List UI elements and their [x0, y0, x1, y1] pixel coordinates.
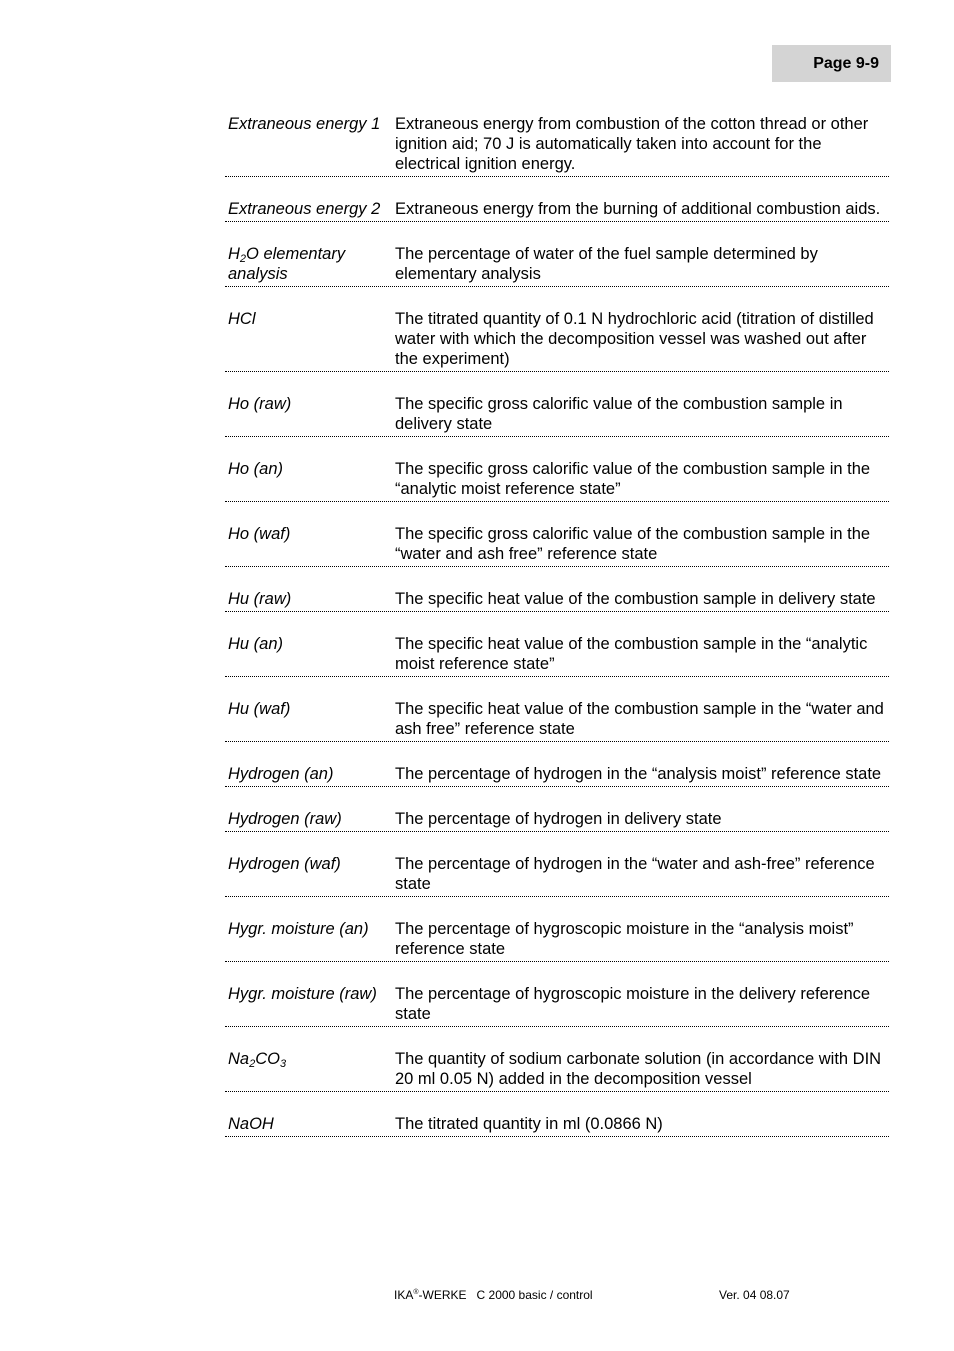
term-part: CO: [255, 1050, 280, 1068]
glossary-definition: The specific gross calorific value of the combustion sample in the “analytic moist reference state”: [395, 460, 871, 498]
glossary-row: [225, 524, 889, 567]
glossary-term: Ho (waf): [228, 525, 291, 543]
glossary-term: Hu (waf): [228, 700, 291, 718]
glossary-row: [225, 114, 889, 177]
glossary-row: [225, 984, 889, 1027]
glossary-definition: The specific gross calorific value of the combustion sample in delivery state: [395, 395, 843, 433]
glossary-definition: Extraneous energy from combustion of the cotton thread or other ignition aid; 70 J is automatically taken into account for the electrical ignition energy.: [395, 115, 869, 173]
glossary-row: [225, 764, 889, 787]
glossary-definition: The specific heat value of the combustion sample in the “water and ash free” reference state: [395, 700, 884, 738]
glossary-term: [225, 244, 395, 284]
glossary-row: [225, 244, 889, 287]
glossary-row: [225, 699, 889, 742]
glossary-term: NaOH: [228, 1115, 274, 1133]
glossary-definition: The specific heat value of the combustion sample in delivery state: [395, 590, 876, 608]
glossary-term: Extraneous energy 2: [228, 200, 381, 218]
glossary-term: Hu (an): [228, 635, 284, 653]
glossary-row: [225, 459, 889, 502]
glossary-term: Extraneous energy 1: [228, 115, 381, 133]
glossary-definition: The percentage of hydrogen in the “water and ash-free” reference state: [395, 855, 875, 893]
footer-brand-product: [394, 1288, 593, 1302]
glossary-row: [225, 1049, 889, 1092]
term-subscript: 2: [249, 1058, 256, 1070]
glossary-term: Ho (an): [228, 460, 284, 478]
glossary-definition: The titrated quantity in ml (0.0866 N): [395, 1115, 663, 1133]
glossary-term: Hygr. moisture (raw): [228, 985, 377, 1003]
glossary-term: Hydrogen (an): [228, 765, 334, 783]
term-part: O elementary analysis: [228, 245, 346, 283]
glossary-row: [225, 199, 889, 222]
glossary-row: [225, 809, 889, 832]
term-part: H: [228, 245, 240, 263]
footer-version: Ver. 04 08.07: [719, 1288, 790, 1302]
glossary-term: HCl: [228, 310, 256, 328]
glossary-row: [225, 589, 889, 612]
glossary-term: Hu (raw): [228, 590, 292, 608]
glossary-term: [225, 1049, 395, 1089]
page-number: Page 9-9: [813, 54, 879, 72]
glossary-definition: The percentage of hygroscopic moisture in the delivery reference state: [395, 985, 871, 1023]
glossary-row: [225, 394, 889, 437]
glossary-row: [225, 309, 889, 372]
glossary-row: [225, 1114, 889, 1137]
glossary-term: Hydrogen (raw): [228, 810, 342, 828]
footer-product: C 2000 basic / control: [476, 1288, 593, 1302]
page-number-badge: [772, 45, 891, 82]
glossary-definition: The titrated quantity of 0.1 N hydrochloric acid (titration of distilled water with which the decomposition vessel was washed out after the experiment): [395, 310, 874, 368]
footer-brand-suffix: -WERKE: [418, 1288, 467, 1302]
glossary-definition: The specific gross calorific value of the combustion sample in the “water and ash free” reference state: [395, 525, 871, 563]
glossary-term: Hygr. moisture (an): [228, 920, 369, 938]
term-subscript: 3: [279, 1058, 287, 1070]
footer-brand: IKA: [394, 1288, 414, 1302]
glossary-row: [225, 919, 889, 962]
glossary-definition: Extraneous energy from the burning of additional combustion aids.: [395, 200, 881, 218]
glossary-definition: The quantity of sodium carbonate solution (in accordance with DIN 20 ml 0.05 N) added in the decomposition vessel: [395, 1050, 882, 1088]
glossary-definition: The specific heat value of the combustion sample in the “analytic moist reference state”: [395, 635, 868, 673]
glossary-definition: The percentage of water of the fuel sample determined by elementary analysis: [395, 245, 818, 283]
glossary-term: Hydrogen (waf): [228, 855, 341, 873]
registered-mark: ®: [413, 1289, 419, 1296]
glossary-row: [225, 634, 889, 677]
glossary-row: [225, 854, 889, 897]
glossary-definition: The percentage of hydrogen in the “analysis moist” reference state: [395, 765, 882, 783]
glossary-definition: The percentage of hygroscopic moisture in the “analysis moist” reference state: [395, 920, 854, 958]
term-subscript: 2: [239, 253, 247, 265]
glossary-term: Ho (raw): [228, 395, 292, 413]
glossary-table: [225, 114, 889, 1159]
glossary-definition: The percentage of hydrogen in delivery state: [395, 810, 722, 828]
term-part: Na: [228, 1050, 250, 1068]
